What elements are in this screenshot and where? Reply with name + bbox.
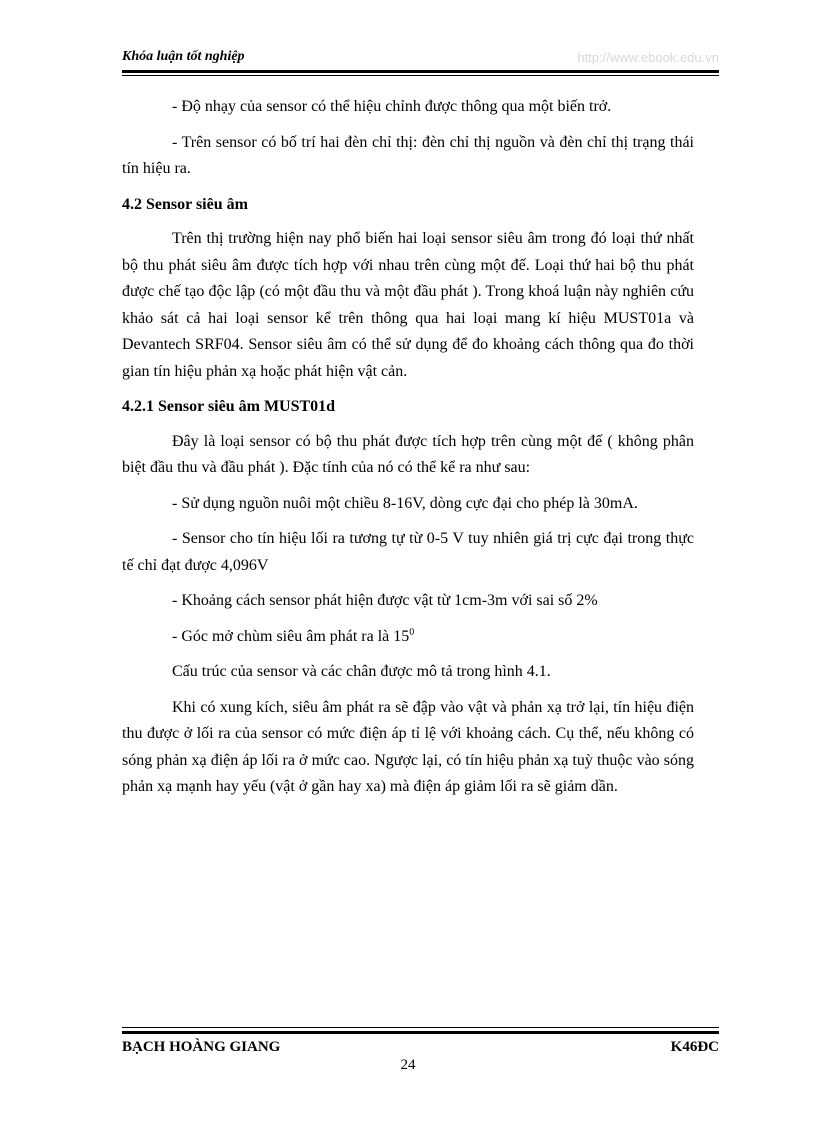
footer-rule-thin (122, 1027, 719, 1028)
paragraph-sensitivity: - Độ nhạy của sensor có thể hiệu chỉnh được thông qua một biến trở. (172, 98, 612, 115)
paragraph-detection-range: - Khoảng cách sensor phát hiện được vật từ 1cm-3m với sai số 2% (172, 592, 598, 609)
header-rule-thick (122, 70, 719, 73)
footer-author: BẠCH HOÀNG GIANG (122, 1039, 281, 1055)
paragraph-beam-angle (122, 624, 694, 651)
paragraph-indicator-leds: - Trên sensor có bố trí hai đèn chỉ thị: đèn chỉ thị nguồn và đèn chỉ thị trạng thái tín hiệu ra. (122, 133, 694, 177)
page-body (122, 94, 694, 810)
paragraph-analog-output: - Sensor cho tín hiệu lối ra tương tự từ 0-5 V tuy nhiên giá trị cực đại trong thực tế chỉ đạt được 4,096V (122, 530, 694, 574)
paragraph-ultrasonic-intro: Trên thị trường hiện nay phổ biến hai loại sensor siêu âm trong đó loại thứ nhất bộ thu phát siêu âm được tích hợp với nhau trên cùng một đế. Loại thứ hai bộ thu phát được chế tạo độc lập (có một đầu thu và một đầu phát ). Trong khoá luận này nghiên cứu khảo sát cả hai loại sensor kể trên thông qua hai loại mang kí hiệu MUST01a và Devantech SRF04. Sensor siêu âm có thể sử dụng để đo khoảng cách thông qua đo thời gian tín hiệu phản xạ hoặc phát hiện vật cản. (122, 230, 694, 380)
paragraph-operation: Khi có xung kích, siêu âm phát ra sẽ đập vào vật và phản xạ trở lại, tín hiệu điện thu được ở lối ra của sensor có mức điện áp tỉ lệ với khoảng cách. Cụ thể, nếu không có sóng phản xạ điện áp lối ra ở mức cao. Ngược lại, có tín hiệu phản xạ tuỳ thuộc vào sóng phản xạ mạnh hay yếu (vật ở gần hay xa) mà điện áp giảm lối ra sẽ giảm dần. (122, 698, 694, 795)
page-number: 24 (400, 1057, 416, 1073)
paragraph-must01d-intro: Đây là loại sensor có bộ thu phát được tích hợp trên cùng một đế ( không phân biệt đầu thu và đầu phát ). Đặc tính của nó có thể kể ra như sau: (122, 432, 694, 476)
footer-class-code: K46ĐC (670, 1039, 719, 1055)
heading-4-2: 4.2 Sensor siêu âm (122, 195, 248, 213)
header-title: Khóa luận tốt nghiệp (122, 49, 245, 64)
paragraph-structure: Cấu trúc của sensor và các chân được mô tả trong hình 4.1. (172, 663, 551, 680)
beam-angle-text: - Góc mở chùm siêu âm phát ra là 15 (172, 627, 410, 645)
header-watermark-url: http://www.ebook.edu.vn (577, 50, 719, 65)
paragraph-power-supply: - Sử dụng nguồn nuôi một chiều 8-16V, dòng cực đại cho phép là 30mA. (172, 494, 638, 512)
footer-rule-thick (122, 1031, 719, 1034)
heading-4-2-1: 4.2.1 Sensor siêu âm MUST01d (122, 398, 336, 415)
header-rule-thin (122, 75, 719, 76)
degree-superscript: 0 (409, 626, 415, 638)
